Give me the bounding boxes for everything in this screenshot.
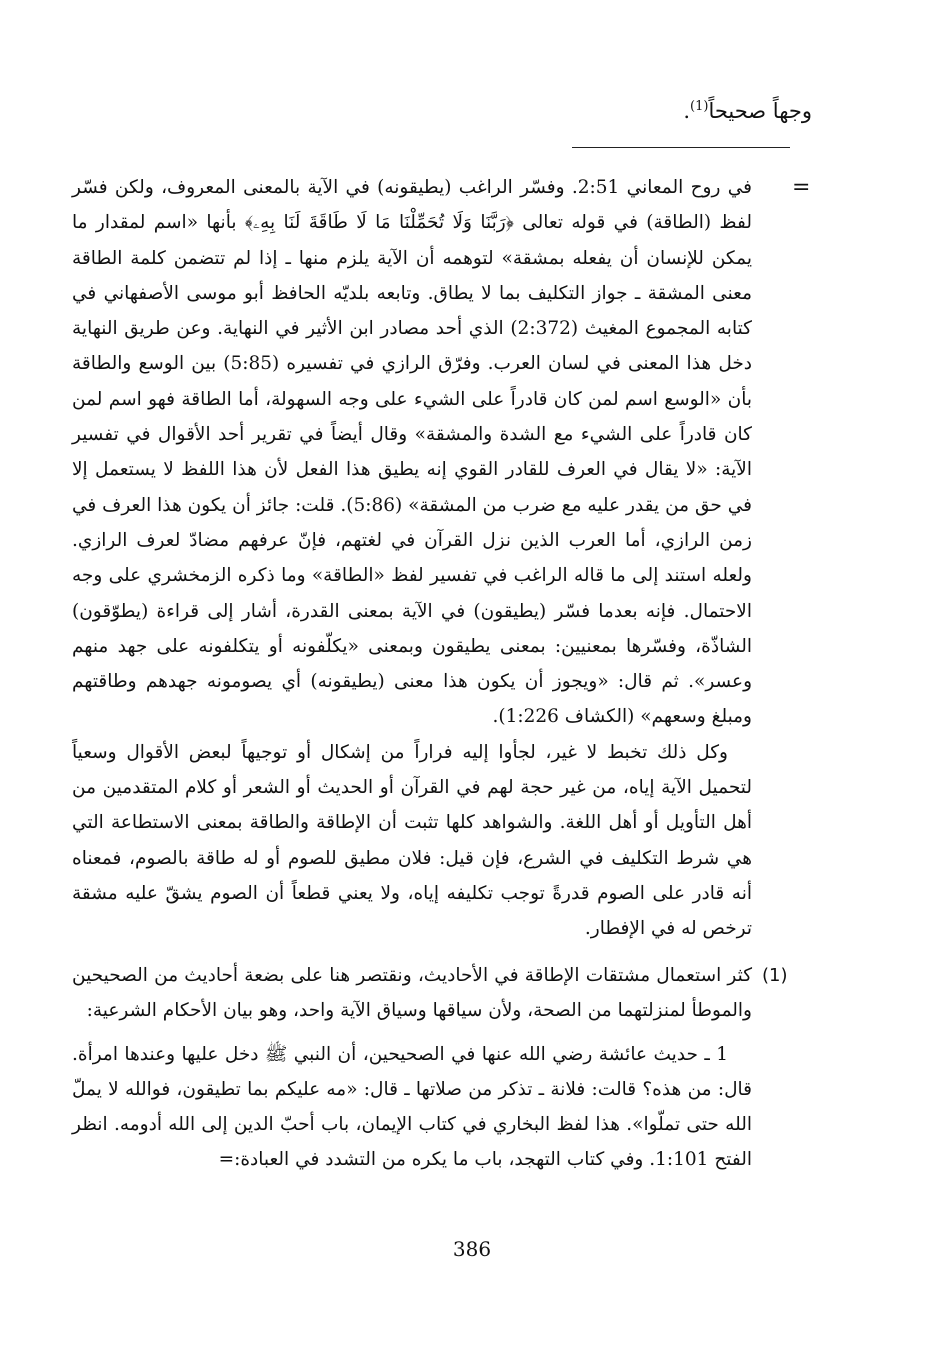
page-number: 386 [452, 1237, 492, 1261]
footnote-1-paragraph-2: 1 ـ حديث عائشة رضي الله عنها في الصحيحين، أن النبي ﷺ دخل عليها وعندها امرأة. قال: من هذه؟ قالت: فلانة ـ تذكر من صلاتها ـ قال: «مه عليكم بما تطيقون، فوالله لا يملّ الله حتى تملّوا». هذا لفظ البخاري في كتاب الإيمان، باب أحبّ الدين إلى الله أدومه. انظر الفتح 1:101. وفي كتاب التهجد، باب ما يكره من التشدد في العبادة:= [72, 1043, 752, 1171]
carried-over-text: وجهاً صحيحاً [708, 99, 812, 123]
continued-footnote-paragraph-2: وكل ذلك تخبط لا غير، لجأوا إليه فراراً من إشكال أو توجيهاً لبعض الأقوال وسعياً لتحميل الآية إياه، من غير حجة لهم في القرآن أو الحديث أو الشعر أو كلام المتقدمين من أهل التأويل أو أهل اللغة. والشواهد كلها تثبت أن الإطاقة والطاقة بمعنى الاستطاعة التي هي شرط التكليف في الشرع، فإن قيل: فلان مطيق للصوم أو له طاقة بالصوم، فمعناه أنه قادر على الصوم قدرةً توجب تكليفه إياه، ولا يعني قطعاً أن الصوم يشقّ عليه مشقة ترخص له في الإفطار. [72, 741, 752, 940]
footnote-continuation-mark: = [792, 175, 811, 200]
sentence-end-mark: . [683, 99, 690, 123]
continued-footnote [72, 170, 752, 947]
footnote-divider [572, 147, 790, 148]
footnote-reference[interactable]: (1) [690, 99, 709, 114]
footnote-1-number: (1) [762, 965, 788, 986]
carried-over-text-line [212, 92, 812, 126]
footnote-1-paragraph-1: كثر استعمال مشتقات الإطاقة في الأحاديث، ونقتصر هنا على بضعة أحاديث من الصحيحين والموطأ لمنزلتهما من الصحة، ولأن سياقها وسياق الآية واحد، وهو بيان الأحكام الشرعية: [72, 965, 752, 1022]
footnote-1 [72, 958, 752, 1178]
continued-footnote-paragraph-1: في روح المعاني 2:51. وفسّر الراغب (يطيقونه) في الآية بالمعنى المعروف، ولكن فسّر لفظ (الطاقة) في قوله تعالى ﴿رَبَّنَا وَلَا تُحَمِّلْنَا مَا لَا طَاقَةَ لَنَا بِهِۦ﴾ بأنها «اسم لمقدار ما يمكن للإنسان أن يفعله بمشقة» لتوهمه أن الآية يلزم منها ـ إذا لم تتضمن كلمة الطاقة معنى المشقة ـ جواز التكليف بما لا يطاق. وتابعه بلديّه الحافظ أبو موسى الأصفهاني في كتابه المجموع المغيث (2:372) الذي أحد مصادر ابن الأثير في النهاية. وعن طريق النهاية دخل هذا المعنى في لسان العرب. وفرّق الرازي في تفسيره (5:85) بين الوسع والطاقة بأن «الوسع اسم لمن كان قادراً على الشيء على وجه السهولة، أما الطاقة فهو اسم لمن كان قادراً على الشيء مع الشدة والمشقة» وقال أيضاً في تقرير أحد الأقوال في تفسير الآية: «لا يقال في العرف للقادر القوي إنه يطيق هذا الفعل لأن هذا اللفظ لا يستعمل إلا في حق من يقدر عليه مع ضرب من المشقة» (5:86). قلت: جائز أن يكون هذا العرف في زمن الرازي، أما العرب الذين نزل القرآن في لغتهم، فإنّ عرفهم مضادّ لعرف الرازي. ولعله استند إلى ما قاله الراغب في تفسير لفظ «الطاقة» وما ذكره الزمخشري على وجه الاحتمال. فإنه بعدما فسّر (يطيقون) في الآية بمعنى القدرة، أشار إلى قراءة (يطوّقون) الشاذّة، وفسّرها بمعنيين: بمعنى يطيقون وبمعنى «يكلّفونه أو يتكلفونه على جهد منهم وعسر». ثم قال: «ويجوز أن يكون هذا معنى (يطيقونه) أي يصومونه جهدهم وطاقتهم ومبلغ وسعهم» (الكشاف 1:226). [72, 177, 753, 728]
